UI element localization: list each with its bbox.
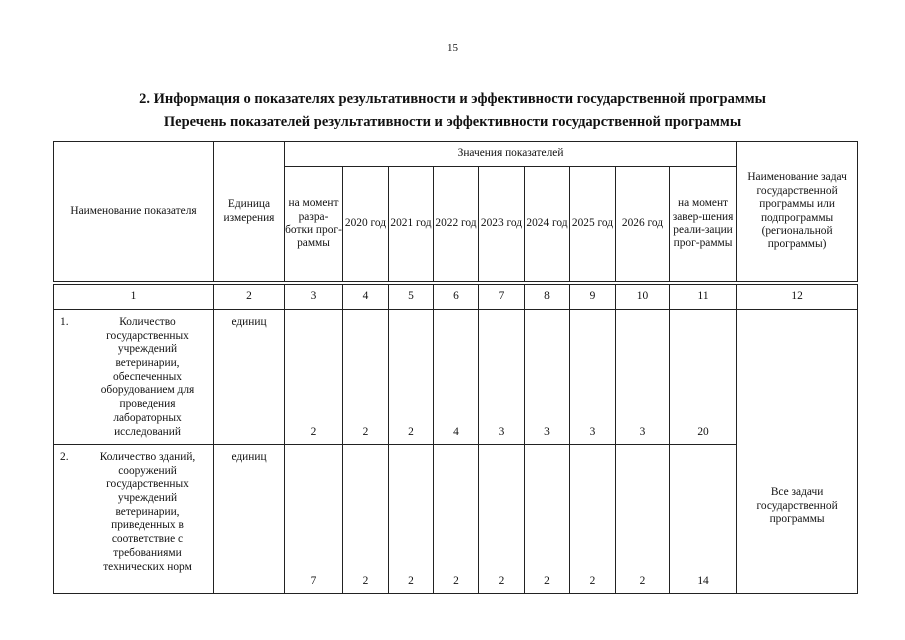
value-year: 2 <box>343 310 389 445</box>
row-index: 1. <box>60 316 69 328</box>
unit-value: единиц <box>214 445 285 594</box>
tasks-value: Все задачи государственной программы <box>737 310 858 594</box>
header-indicator-name: Наименование показателя <box>54 142 214 282</box>
column-number: 11 <box>670 285 737 310</box>
header-year: 2024 год <box>525 167 570 282</box>
value-year: 3 <box>570 310 616 445</box>
column-number: 6 <box>434 285 479 310</box>
column-number: 12 <box>737 285 858 310</box>
column-number: 7 <box>479 285 525 310</box>
indicators-table <box>53 141 858 594</box>
table-row <box>54 310 858 445</box>
value-year: 4 <box>434 310 479 445</box>
indicator-name: Количество государственных учреждений ветеринарии, обеспеченных оборудованием для проведения лабораторных исследований <box>100 316 195 438</box>
indicator-name-cell <box>54 310 214 445</box>
column-number: 9 <box>570 285 616 310</box>
value-year: 2 <box>389 310 434 445</box>
page-number: 15 <box>447 42 458 54</box>
value-year: 2 <box>434 445 479 594</box>
table-title: Перечень показателей результативности и эффективности государственной программы <box>163 114 742 130</box>
indicator-name: Количество зданий, сооружений государственных учреждений ветеринарии, приведенных в соответствие с требованиями технических норм <box>99 451 196 573</box>
value-year: 2 <box>389 445 434 594</box>
value-at-completion: 20 <box>670 310 737 445</box>
header-unit: Единица измерения <box>214 142 285 282</box>
value-at-development: 2 <box>285 310 343 445</box>
indicator-name-cell <box>54 445 214 594</box>
header-tasks: Наименование задач государственной программы или подпрограммы (региональной программы) <box>737 142 858 282</box>
header-year: 2026 год <box>616 167 670 282</box>
value-year: 2 <box>616 445 670 594</box>
value-year: 2 <box>570 445 616 594</box>
column-number: 2 <box>214 285 285 310</box>
value-year: 3 <box>479 310 525 445</box>
header-year: 2023 год <box>479 167 525 282</box>
row-index: 2. <box>60 451 69 463</box>
column-number: 1 <box>54 285 214 310</box>
column-number: 5 <box>389 285 434 310</box>
column-number: 3 <box>285 285 343 310</box>
header-year: 2022 год <box>434 167 479 282</box>
header-year: 2021 год <box>389 167 434 282</box>
header-year: 2025 год <box>570 167 616 282</box>
column-number: 10 <box>616 285 670 310</box>
header-year: 2020 год <box>343 167 389 282</box>
value-year: 2 <box>525 445 570 594</box>
value-year: 2 <box>479 445 525 594</box>
header-values-group: Значения показателей <box>285 142 737 167</box>
section-heading: 2. Информация о показателях результативности и эффективности государственной программы <box>139 91 766 107</box>
unit-value: единиц <box>214 310 285 445</box>
column-number: 8 <box>525 285 570 310</box>
header-at-completion: на момент завер-шения реали-зации прог-раммы <box>670 167 737 282</box>
column-number: 4 <box>343 285 389 310</box>
header-at-development: на момент разра-ботки прог-раммы <box>285 167 343 282</box>
value-year: 3 <box>616 310 670 445</box>
value-year: 2 <box>343 445 389 594</box>
value-at-completion: 14 <box>670 445 737 594</box>
value-year: 3 <box>525 310 570 445</box>
value-at-development: 7 <box>285 445 343 594</box>
